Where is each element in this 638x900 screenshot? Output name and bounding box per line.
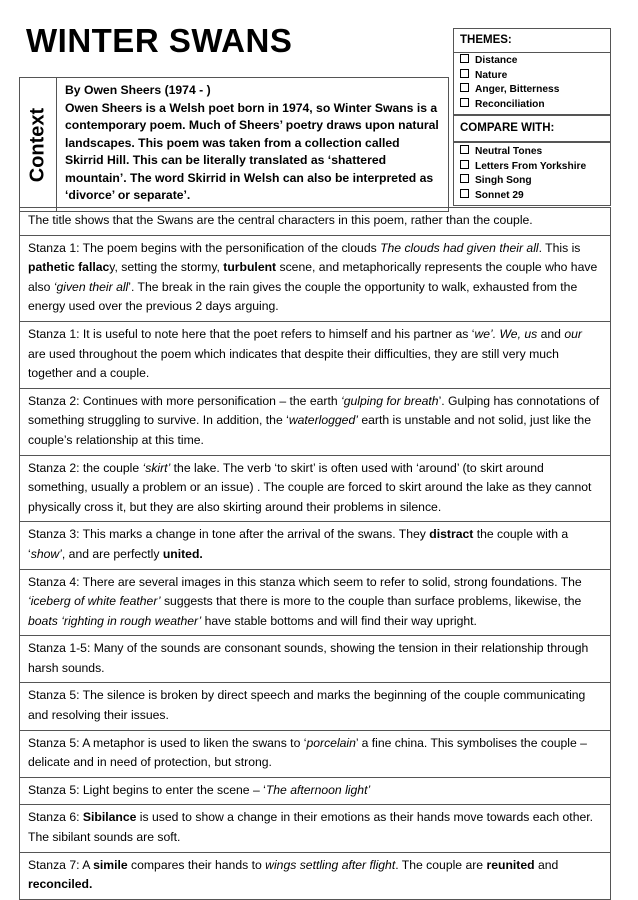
note-text: our (564, 326, 582, 341)
note-text: ’. The break in the rain gives the couple the opportunity to walk, exhausted from the energy used over the previous 2 days arguing. (28, 279, 578, 314)
checkbox-icon (460, 174, 469, 183)
note-text: simile (93, 857, 128, 872)
compare-label: Sonnet 29 (475, 189, 524, 201)
note-row (19, 683, 611, 730)
note-text: The afternoon light’ (265, 782, 371, 797)
themes-heading: THEMES: (453, 28, 611, 53)
note-text: Stanza 7: A (28, 857, 94, 872)
note-text: y, setting the stormy, (109, 260, 224, 275)
note-row (19, 322, 611, 389)
note-text: ’ a fine china. This symbolises the couple – delicate and in need of protection, but strong. (28, 735, 587, 770)
note-text: distract (429, 527, 474, 542)
note-row (19, 570, 611, 637)
note-text: Stanza 4: There are several images in this stanza which seem to refer to solid, strong foundations. The (28, 574, 582, 589)
note-row (19, 389, 611, 456)
note-text: reunited (486, 857, 535, 872)
note-text: earth is unstable and not solid, just like the couple’s relationship at this time. (28, 413, 591, 447)
theme-item (460, 69, 604, 84)
note-text: the lake. The verb ‘to skirt’ is often used with ‘around’ (to skirt around something, usually a problem or an issue) . The couple are forced to skirt around the lake as they cannot physically cross it, but they are also skirting around their problems in silence. (28, 460, 592, 514)
compare-item (460, 160, 604, 175)
note-row (19, 207, 611, 236)
note-row (19, 522, 611, 569)
note-row (19, 636, 611, 683)
note-text: . The couple are (395, 857, 487, 872)
context-label: Context (26, 107, 49, 182)
compare-label: Letters From Yorkshire (475, 160, 587, 172)
context-byline: By Owen Sheers (1974 - ) (65, 83, 211, 97)
note-text: Stanza 1: The poem begins with the personification of the clouds (28, 240, 381, 255)
theme-label: Anger, Bitterness (475, 84, 560, 95)
theme-label: Nature (475, 69, 508, 81)
checkbox-icon (460, 145, 469, 154)
note-text: ‘skirt’ (142, 460, 171, 475)
note-text: and (537, 326, 565, 341)
theme-item (460, 83, 604, 98)
notes-table (19, 207, 611, 900)
checkbox-icon (460, 83, 469, 92)
note-text: ‘gulping for breath (341, 393, 439, 408)
note-row (19, 805, 611, 852)
theme-label: Distance (475, 55, 518, 66)
checkbox-icon (460, 189, 469, 198)
note-text: Stanza 6: (28, 810, 83, 825)
compare-list (453, 142, 611, 206)
note-text: are used throughout the poem which indicates that despite their difficulties, they are still very much together and a couple. (28, 346, 559, 381)
theme-item (460, 98, 604, 113)
note-text: ‘given their all (53, 279, 129, 294)
checkbox-icon (460, 54, 469, 63)
note-text: . This is (538, 240, 581, 255)
context-box (56, 77, 449, 212)
note-text: The title shows that the Swans are the central characters in this poem, rather than the couple. (28, 213, 533, 227)
note-text: turbulent (223, 260, 277, 275)
note-row (19, 456, 611, 523)
note-text: porcelain (306, 735, 356, 750)
note-text: Stanza 1-5: Many of the sounds are consonant sounds, showing the tension in their relationship through harsh sounds. (28, 641, 589, 675)
note-text: Stanza 5: The silence is broken by direct speech and marks the beginning of the couple communicating and resolving their issues. (28, 688, 586, 723)
note-text: Stanza 2: the couple (28, 460, 143, 475)
note-text: show’ (30, 546, 62, 561)
note-text: Stanza 1: It is useful to note here that the poet refers to himself and his partner as ‘ (28, 326, 475, 341)
note-text: and (534, 857, 559, 872)
checkbox-icon (460, 160, 469, 169)
theme-item (460, 54, 604, 69)
note-row (19, 236, 611, 322)
note-text: suggests that there is more to the couple than surface problems, likewise, the (160, 594, 582, 609)
note-row (19, 853, 611, 900)
note-text: ‘iceberg of white feather’ (28, 594, 161, 609)
note-text: Stanza 3: This marks a change in tone after the arrival of the swans. They (28, 527, 430, 542)
note-text: wings settling after flight (265, 857, 396, 872)
context-label-box (19, 77, 57, 212)
checkbox-icon (460, 69, 469, 78)
themes-list (453, 52, 611, 115)
note-text: Stanza 5: A metaphor is used to liken the swans to ‘ (28, 735, 307, 750)
compare-item (460, 174, 604, 189)
note-text: pathetic fallac (28, 260, 110, 275)
context-text: Owen Sheers is a Welsh poet born in 1974, so Winter Swans is a contemporary poem. Much of Sheers’ poetry draws upon natural landscapes. This poem was taken from a collection called Skirrid Hill. This can be literally translated as ‘shattered mountain’. The word Skirrid in Welsh can also be interpreted as ‘divorce’ or separate’. (65, 100, 439, 202)
compare-heading: COMPARE WITH: (453, 115, 611, 142)
note-text: Stanza 2: Continues with more personification – the earth (28, 393, 341, 408)
note-text: the couple with a ‘ (28, 527, 569, 561)
note-text: reconciled. (28, 877, 93, 892)
compare-label: Neutral Tones (475, 146, 543, 157)
note-text: ’. Gulping has connotations of something struggling to survive. In addition, the ‘ (28, 393, 600, 428)
note-text: boats ‘righting in rough weather’ (28, 613, 202, 628)
page-title: WINTER SWANS (26, 22, 293, 59)
note-text: Stanza 5: Light begins to enter the scene – ‘ (28, 782, 266, 797)
note-text: Sibilance (82, 810, 137, 825)
note-text: compares their hands to (127, 857, 266, 872)
compare-item (460, 145, 604, 160)
checkbox-icon (460, 98, 469, 107)
theme-label: Reconciliation (475, 98, 545, 110)
note-text: we’. We, us (474, 326, 538, 341)
note-row (19, 778, 611, 806)
note-text: united. (162, 546, 203, 561)
note-text: is used to show a change in their emotions as their hands move towards each other. The sibilant sounds are soft. (28, 810, 594, 845)
note-text: , and are perfectly (61, 546, 163, 561)
note-text: scene, and metaphorically represents the couple who have also (28, 260, 598, 294)
note-text: have stable bottoms and will find their way upright. (201, 613, 477, 628)
note-text: waterlogged’ (288, 413, 358, 428)
note-row (19, 731, 611, 778)
compare-item (460, 189, 604, 204)
note-text: The clouds had given their all (380, 240, 539, 255)
compare-label: Singh Song (475, 175, 532, 186)
